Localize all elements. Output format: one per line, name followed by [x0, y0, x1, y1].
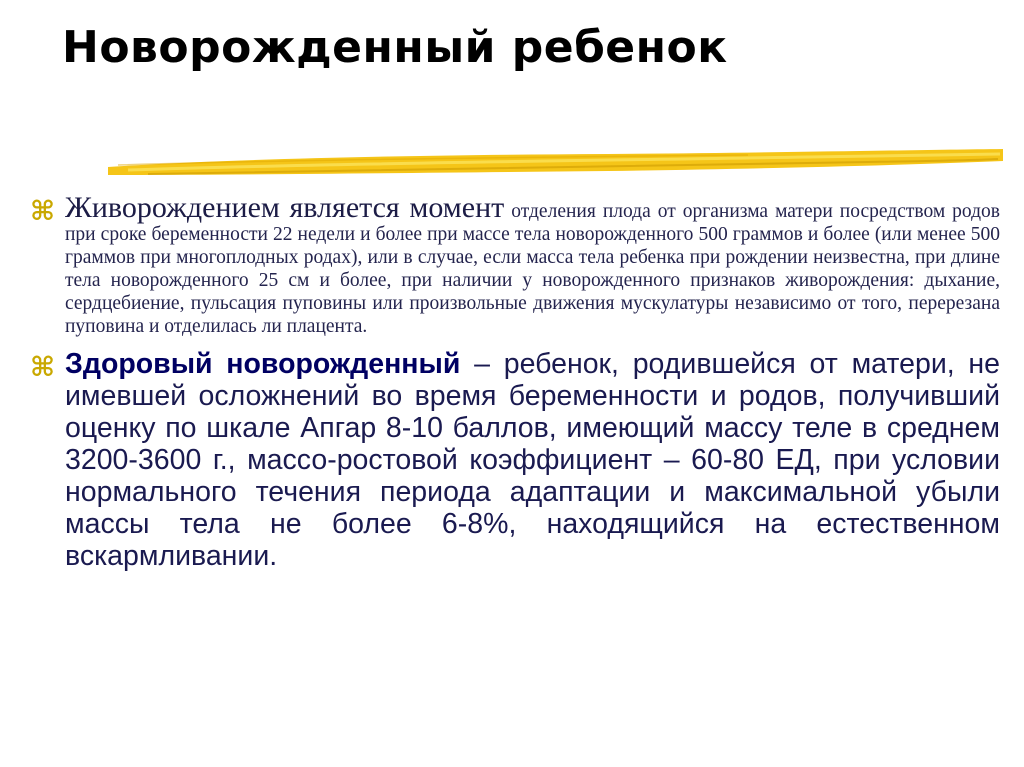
command-key-icon: ⌘ — [30, 352, 56, 383]
bullet-text-healthy-newborn: – ребенок, родившейся от матери, не имевшей осложнений во время беременности и родов, получивший оценку по шкале Апгар 8-10 баллов, имеющий массу теле в среднем 3200-3600 г., массо-ростовой коэффициент – 60-80 ЕД, при условии нормального течения периода адаптации и максимальной убыли массы тела не более 6-8%, находящийся на естественном вскармливании. — [65, 348, 1001, 572]
command-key-icon: ⌘ — [30, 196, 56, 227]
slide-title: Новорожденный ребенок — [62, 22, 728, 73]
bullet-lead-liveborn: Живорождением является момент — [65, 191, 505, 224]
bullet-text-liveborn: отделения плода от организма матери посредством родов при сроке беременности 22 недели и более при массе тела новорожденного 500 граммов и более (или менее 500 граммов при многоплодных родах), или в случае, если масса тела ребенка при рождении неизвестна, при длине тела новорожденного 25 см и более, при наличии у новорожденного признаков живорождения: дыхание, сердцебиение, пульсация пуповины или произвольные движения мускулатуры независимо от того, перерезана пуповина и отделилась ли плацента. — [65, 201, 1000, 337]
content-area — [30, 193, 1000, 572]
bullet-liveborn — [30, 193, 1000, 338]
bullet-lead-healthy-newborn: Здоровый новорожденный — [65, 348, 461, 380]
bullet-healthy-newborn — [30, 348, 1000, 572]
yellow-brush-stroke — [108, 145, 1003, 185]
